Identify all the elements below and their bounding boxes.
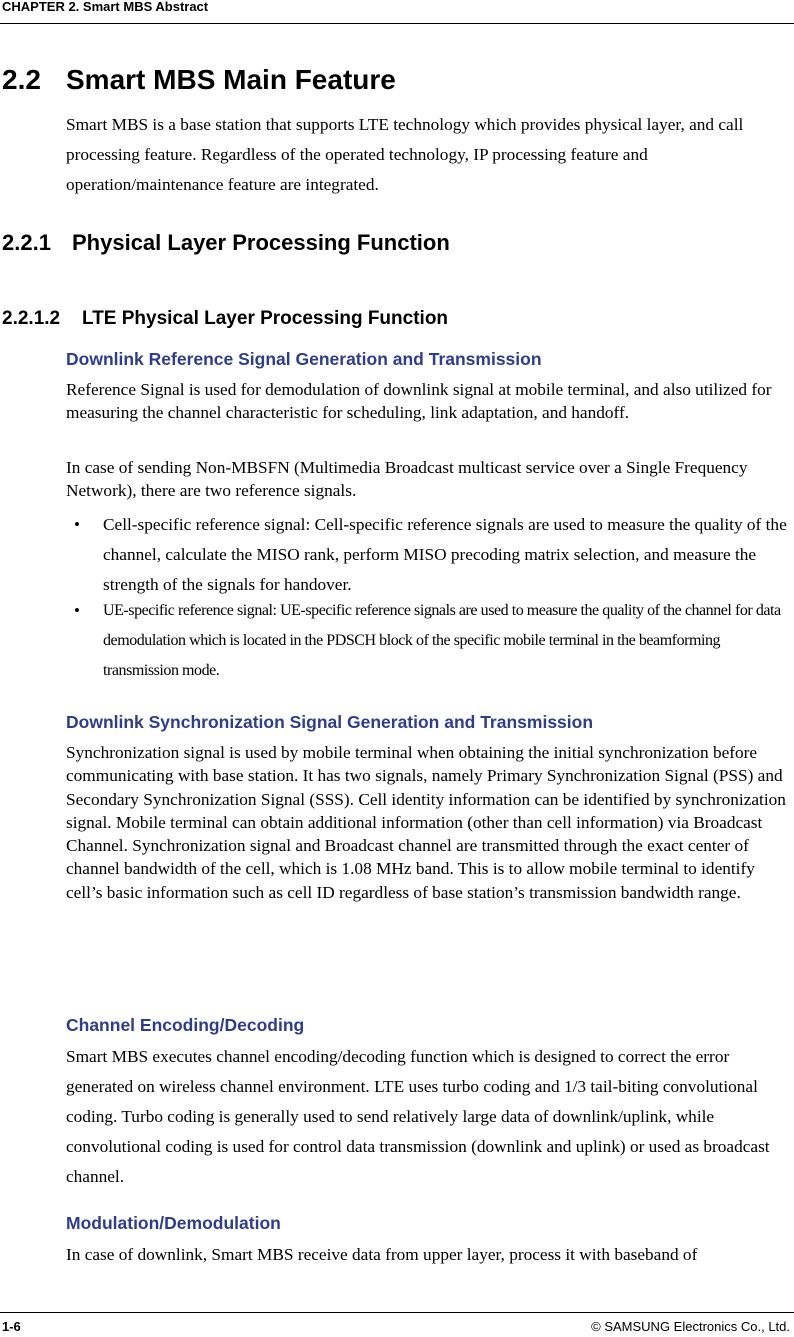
bullet-text: UE-specific reference signal: UE-specific reference signals are used to measure the quality of the channel for data demodulation which is located in the PDSCH block of the specific mobile terminal in the beamforming transmission mode. [103,602,781,679]
sync-signal-para: Synchronization signal is used by mobile terminal when obtaining the initial synchronization before communicating with base station. It has two signals, namely Primary Synchronization Signal (PSS) and Secondary Synchronization Signal (SSS). Cell identity information can be identified by synchronization signal. Mobile terminal can obtain additional information (other than cell information) via Broadcast Channel. Synchronization signal and Broadcast channel are transmitted through the exact center of channel bandwidth of the cell, which is 1.08 MHz band. This is to allow mobile terminal to identify cell’s basic information such as cell ID regardless of base station’s transmission bandwidth range. [66,743,786,902]
modulation-heading: Modulation/Demodulation [66,1213,281,1233]
subsection-title: Physical Layer Processing Function [72,230,450,255]
bullet-item [66,596,790,686]
reference-signal-para-2: In case of sending Non-MBSFN (Multimedia Broadcast multicast service over a Single Frequency Network), there are two reference signals. [66,458,748,501]
subsubsection-number: 2.2.1.2 [2,308,61,329]
subsection-heading [2,229,450,257]
modulation-para: In case of downlink, Smart MBS receive data from upper layer, process it with baseband of [66,1245,698,1264]
section-title: Smart MBS Main Feature [66,64,396,95]
channel-coding-heading: Channel Encoding/Decoding [66,1015,305,1035]
copyright: © SAMSUNG Electronics Co., Ltd. [591,1319,790,1334]
bullet-text: Cell-specific reference signal: Cell-specific reference signals are used to measure the quality of the channel, calculate the MISO rank, perform MISO precoding matrix selection, and measure the strength of the signals for handover. [103,515,787,594]
bullet-symbol: • [74,515,80,534]
bullet-item [66,510,790,600]
section-heading [2,62,396,98]
bullet-symbol: • [74,601,80,620]
chapter-title: CHAPTER 2. Smart MBS Abstract [2,0,209,14]
page-footer [0,1312,794,1337]
reference-signal-para-1: Reference Signal is used for demodulation of downlink signal at mobile terminal, and also utilized for measuring the channel characteristic for scheduling, link adaptation, and handoff. [66,380,772,423]
page-header [0,0,794,24]
subsubsection-heading [2,307,448,331]
sync-signal-heading: Downlink Synchronization Signal Generation and Transmission [66,712,594,732]
section-number: 2.2 [2,64,41,95]
subsection-number: 2.2.1 [2,230,51,255]
section-intro: Smart MBS is a base station that supports LTE technology which provides physical layer, and call processing feature. Regardless of the operated technology, IP processing feature and operation/maintenance feature are integrated. [66,115,744,194]
channel-coding-para: Smart MBS executes channel encoding/decoding function which is designed to correct the error generated on wireless channel environment. LTE uses turbo coding and 1/3 tail-biting convolutional coding. Turbo coding is generally used to send relatively large data of downlink/uplink, while convolutional coding is used for control data transmission (downlink and uplink) or used as broadcast channel. [66,1047,770,1186]
reference-signal-heading: Downlink Reference Signal Generation and Transmission [66,349,542,369]
page-number: 1-6 [2,1319,21,1334]
subsubsection-title: LTE Physical Layer Processing Function [82,308,449,329]
